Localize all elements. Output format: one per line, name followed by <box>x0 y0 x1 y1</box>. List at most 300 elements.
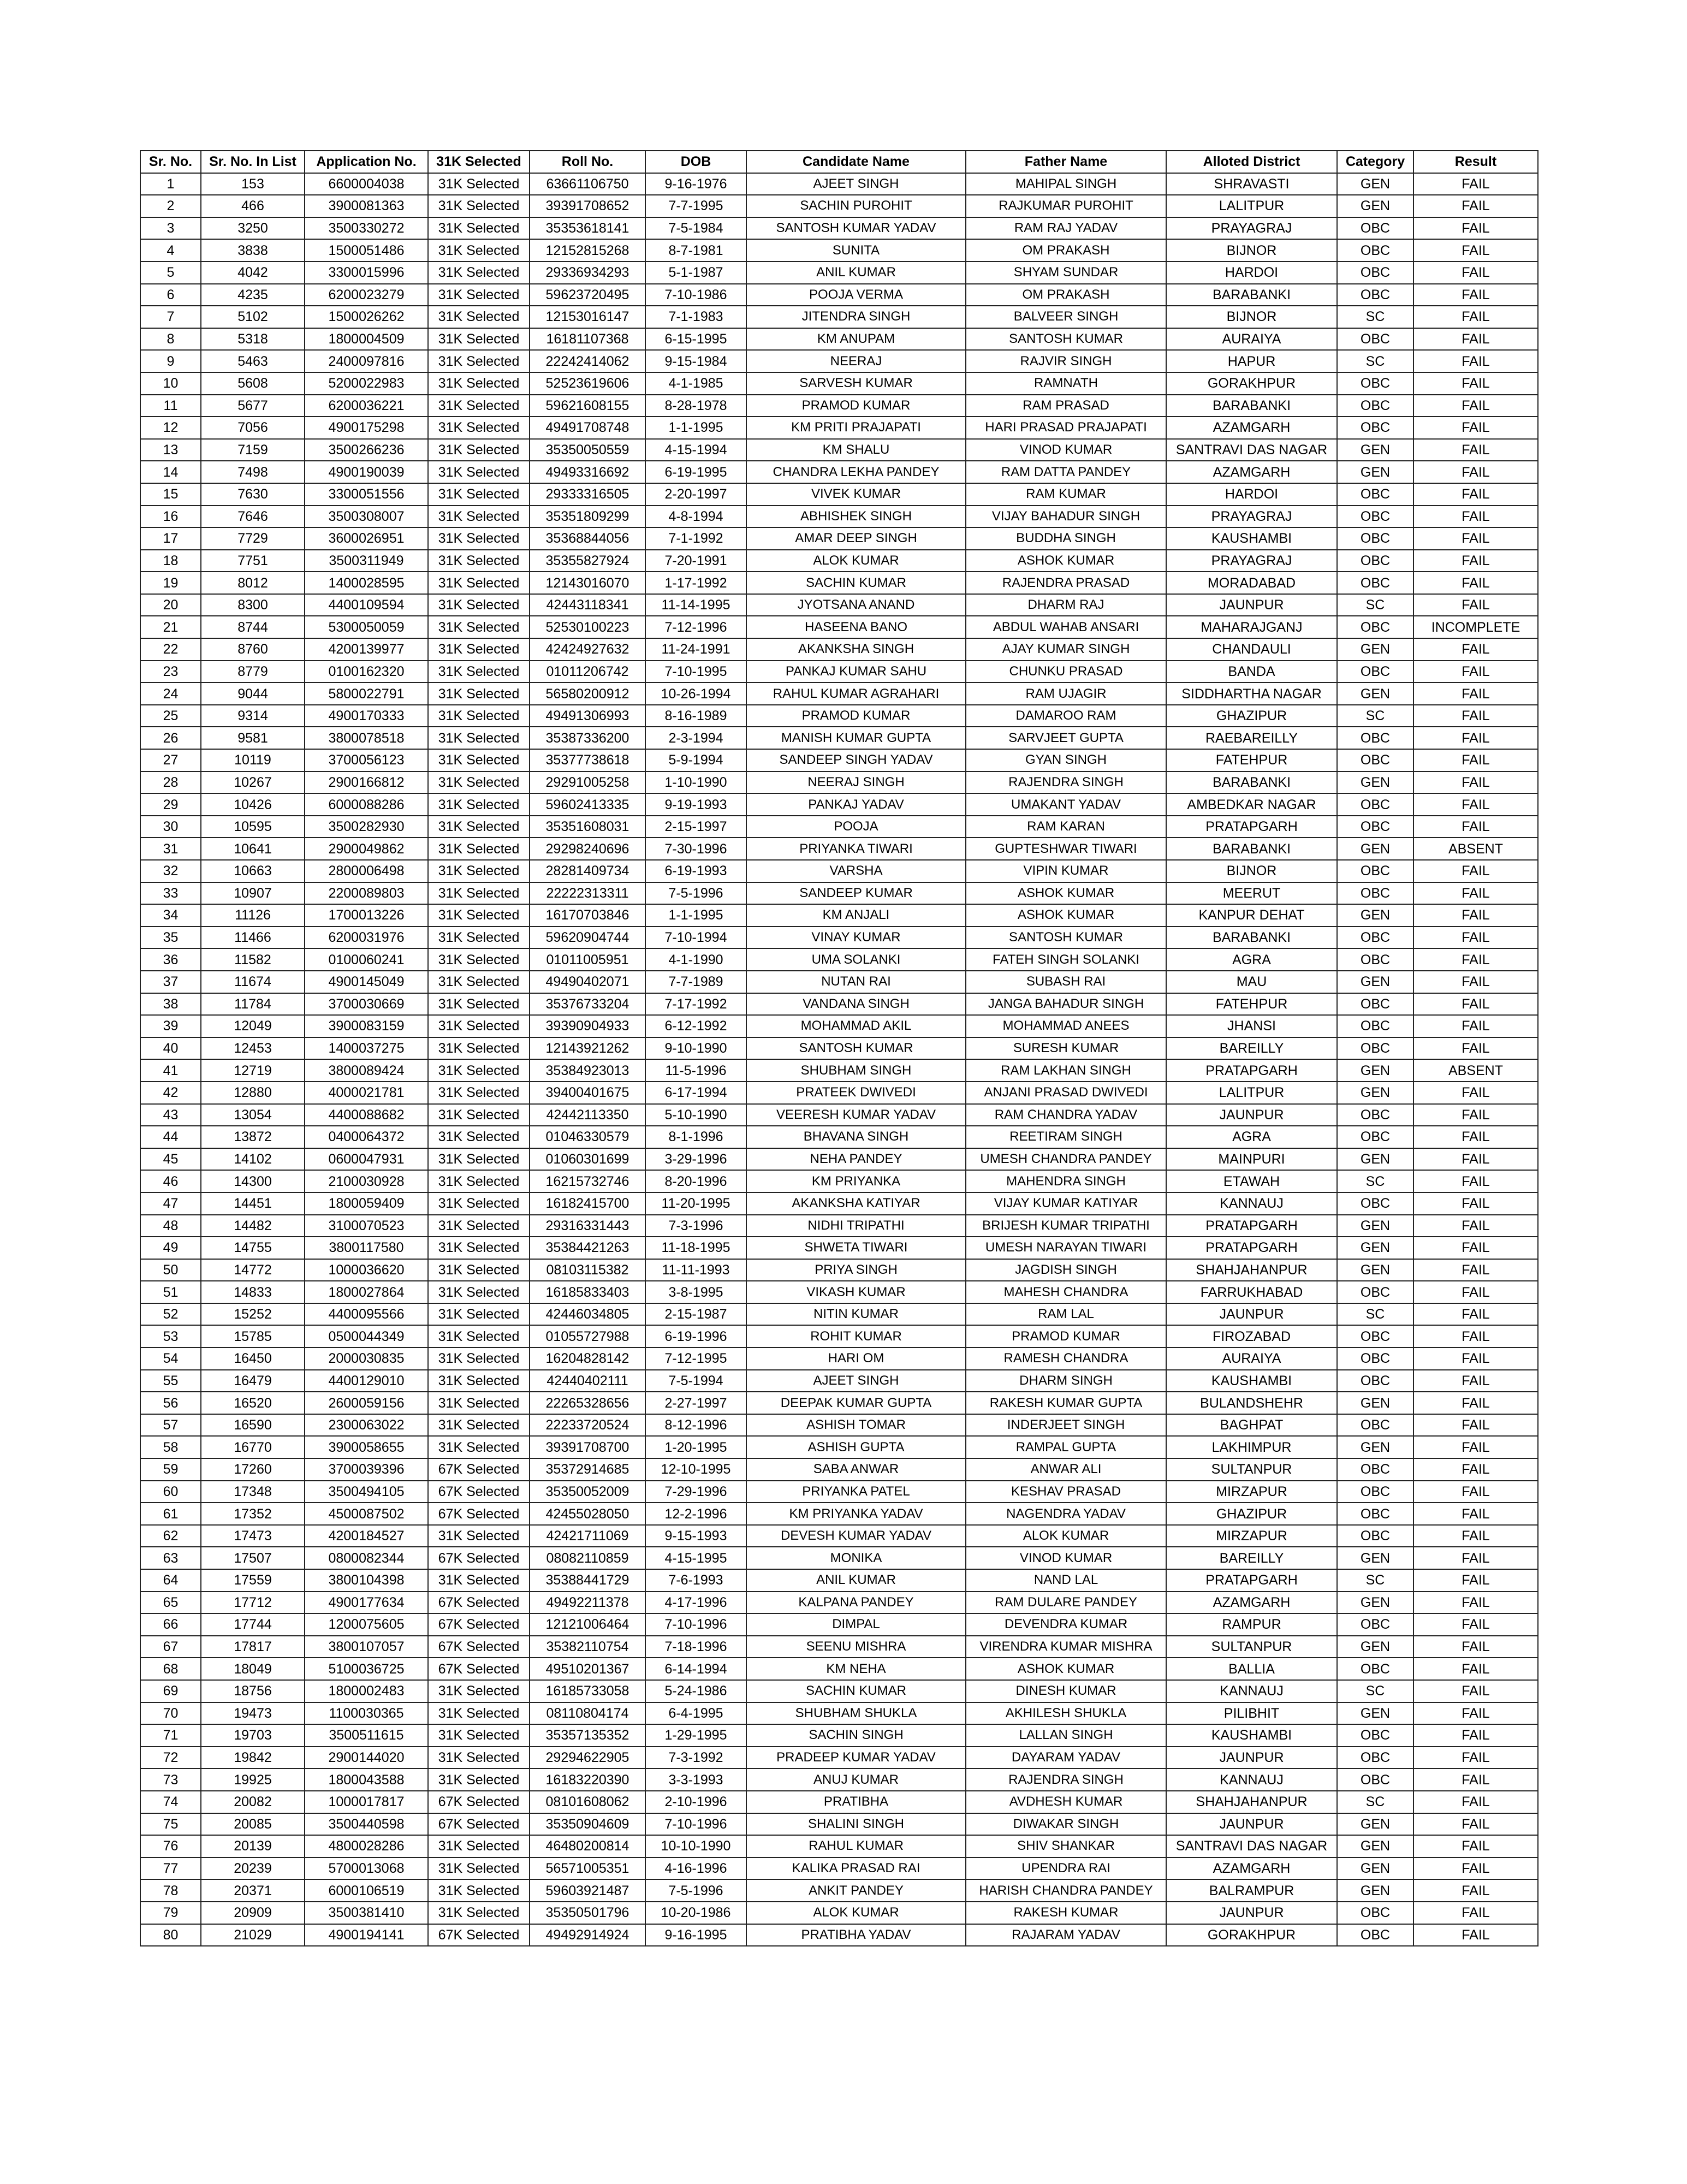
category-cell: OBC <box>1337 506 1413 528</box>
table-row <box>140 638 1538 661</box>
result-cell: FAIL <box>1413 1481 1538 1503</box>
sr-no-cell: 77 <box>140 1857 201 1880</box>
father-name-cell: BRIJESH KUMAR TRIPATHI <box>966 1215 1166 1237</box>
roll-no-cell: 16170703846 <box>530 904 645 927</box>
result-cell: FAIL <box>1413 1325 1538 1348</box>
sr-no-in-list-cell: 17744 <box>201 1613 305 1636</box>
result-cell: FAIL <box>1413 1724 1538 1747</box>
sr-no-in-list-cell: 16770 <box>201 1436 305 1458</box>
result-cell: FAIL <box>1413 638 1538 661</box>
candidate-name-cell: UMA SOLANKI <box>746 948 966 971</box>
result-cell: FAIL <box>1413 1259 1538 1281</box>
candidate-name-cell: KALIKA PRASAD RAI <box>746 1857 966 1880</box>
result-cell: FAIL <box>1413 1082 1538 1104</box>
dob-cell: 5-24-1986 <box>645 1680 746 1702</box>
candidate-name-cell: AMAR DEEP SINGH <box>746 527 966 550</box>
result-cell: FAIL <box>1413 1237 1538 1259</box>
dob-cell: 7-10-1995 <box>645 661 746 683</box>
father-name-cell: UMESH NARAYAN TIWARI <box>966 1237 1166 1259</box>
application-no-cell: 1000017817 <box>305 1791 428 1813</box>
table-row <box>140 1924 1538 1946</box>
dob-cell: 9-10-1990 <box>645 1037 746 1060</box>
roll-no-cell: 16215732746 <box>530 1170 645 1192</box>
sr-no-in-list-cell: 5102 <box>201 306 305 328</box>
roll-no-cell: 01011005951 <box>530 948 645 971</box>
alloted-district-cell: SIDDHARTHA NAGAR <box>1166 682 1337 705</box>
category-cell: SC <box>1337 306 1413 328</box>
sr-no-in-list-cell: 3250 <box>201 217 305 240</box>
father-name-cell: REETIRAM SINGH <box>966 1126 1166 1148</box>
application-no-cell: 6000106519 <box>305 1879 428 1902</box>
table-row <box>140 927 1538 949</box>
sr-no-cell: 69 <box>140 1680 201 1702</box>
category-cell: OBC <box>1337 1503 1413 1525</box>
alloted-district-cell: BIJNOR <box>1166 239 1337 262</box>
sr-no-in-list-cell: 10663 <box>201 860 305 882</box>
candidate-name-cell: SANTOSH KUMAR <box>746 1037 966 1060</box>
table-row <box>140 1281 1538 1303</box>
application-no-cell: 3900083159 <box>305 1015 428 1037</box>
alloted-district-cell: PRATAPGARH <box>1166 1569 1337 1592</box>
header-application-no: Application No. <box>305 151 428 173</box>
dob-cell: 4-15-1995 <box>645 1547 746 1569</box>
roll-no-cell: 35357135352 <box>530 1724 645 1747</box>
category-cell: OBC <box>1337 1037 1413 1060</box>
alloted-district-cell: KANPUR DEHAT <box>1166 904 1337 927</box>
roll-no-cell: 56571005351 <box>530 1857 645 1880</box>
sr-no-in-list-cell: 4235 <box>201 284 305 306</box>
alloted-district-cell: SANTRAVI DAS NAGAR <box>1166 1835 1337 1857</box>
roll-no-cell: 35387336200 <box>530 727 645 749</box>
selection-cell: 31K Selected <box>428 372 530 395</box>
sr-no-in-list-cell: 9314 <box>201 705 305 727</box>
category-cell: OBC <box>1337 483 1413 506</box>
sr-no-in-list-cell: 10267 <box>201 771 305 794</box>
roll-no-cell: 49492914924 <box>530 1924 645 1946</box>
category-cell: GEN <box>1337 1592 1413 1614</box>
candidate-name-cell: ANIL KUMAR <box>746 1569 966 1592</box>
roll-no-cell: 46480200814 <box>530 1835 645 1857</box>
roll-no-cell: 42443118341 <box>530 594 645 616</box>
dob-cell: 7-10-1986 <box>645 284 746 306</box>
category-cell: GEN <box>1337 1547 1413 1569</box>
father-name-cell: LALLAN SINGH <box>966 1724 1166 1747</box>
application-no-cell: 4800028286 <box>305 1835 428 1857</box>
dob-cell: 3-3-1993 <box>645 1768 746 1791</box>
roll-no-cell: 01055727988 <box>530 1325 645 1348</box>
application-no-cell: 3700030669 <box>305 993 428 1016</box>
selection-cell: 31K Selected <box>428 705 530 727</box>
category-cell: GEN <box>1337 1215 1413 1237</box>
result-cell: FAIL <box>1413 1924 1538 1946</box>
father-name-cell: ASHOK KUMAR <box>966 1658 1166 1680</box>
father-name-cell: RAM DULARE PANDEY <box>966 1592 1166 1614</box>
dob-cell: 11-20-1995 <box>645 1192 746 1215</box>
result-cell: INCOMPLETE <box>1413 616 1538 638</box>
dob-cell: 11-18-1995 <box>645 1237 746 1259</box>
dob-cell: 7-10-1996 <box>645 1813 746 1836</box>
selection-cell: 31K Selected <box>428 1569 530 1592</box>
alloted-district-cell: AZAMGARH <box>1166 1592 1337 1614</box>
dob-cell: 7-17-1992 <box>645 993 746 1016</box>
header-category: Category <box>1337 151 1413 173</box>
dob-cell: 1-1-1995 <box>645 904 746 927</box>
application-no-cell: 1800043588 <box>305 1768 428 1791</box>
dob-cell: 7-18-1996 <box>645 1636 746 1658</box>
alloted-district-cell: KAUSHAMBI <box>1166 527 1337 550</box>
table-row <box>140 1170 1538 1192</box>
application-no-cell: 5800022791 <box>305 682 428 705</box>
sr-no-in-list-cell: 7630 <box>201 483 305 506</box>
category-cell: OBC <box>1337 527 1413 550</box>
result-cell: FAIL <box>1413 1569 1538 1592</box>
candidate-name-cell: VINAY KUMAR <box>746 927 966 949</box>
table-row <box>140 506 1538 528</box>
alloted-district-cell: SULTANPUR <box>1166 1636 1337 1658</box>
father-name-cell: SURESH KUMAR <box>966 1037 1166 1060</box>
sr-no-in-list-cell: 7751 <box>201 550 305 572</box>
result-cell: FAIL <box>1413 1458 1538 1481</box>
alloted-district-cell: JAUNPUR <box>1166 1813 1337 1836</box>
sr-no-in-list-cell: 18049 <box>201 1658 305 1680</box>
table-row <box>140 173 1538 195</box>
table-row <box>140 749 1538 771</box>
sr-no-cell: 62 <box>140 1525 201 1547</box>
dob-cell: 11-11-1993 <box>645 1259 746 1281</box>
table-row <box>140 1791 1538 1813</box>
roll-no-cell: 12121006464 <box>530 1613 645 1636</box>
dob-cell: 10-20-1986 <box>645 1902 746 1924</box>
candidate-name-cell: KM PRITI PRAJAPATI <box>746 417 966 439</box>
candidate-name-cell: PANKAJ KUMAR SAHU <box>746 661 966 683</box>
sr-no-in-list-cell: 3838 <box>201 239 305 262</box>
selection-cell: 31K Selected <box>428 749 530 771</box>
sr-no-in-list-cell: 21029 <box>201 1924 305 1946</box>
selection-cell: 67K Selected <box>428 1813 530 1836</box>
alloted-district-cell: MAINPURI <box>1166 1148 1337 1171</box>
sr-no-cell: 34 <box>140 904 201 927</box>
alloted-district-cell: FIROZABAD <box>1166 1325 1337 1348</box>
category-cell: GEN <box>1337 771 1413 794</box>
result-cell: FAIL <box>1413 1414 1538 1437</box>
sr-no-in-list-cell: 13054 <box>201 1104 305 1126</box>
table-row <box>140 1037 1538 1060</box>
dob-cell: 11-5-1996 <box>645 1059 746 1082</box>
roll-no-cell: 39391708652 <box>530 195 645 217</box>
father-name-cell: RAM RAJ YADAV <box>966 217 1166 240</box>
category-cell: OBC <box>1337 1658 1413 1680</box>
father-name-cell: NAGENDRA YADAV <box>966 1503 1166 1525</box>
table-row <box>140 882 1538 905</box>
dob-cell: 9-16-1976 <box>645 173 746 195</box>
alloted-district-cell: JAUNPUR <box>1166 1104 1337 1126</box>
category-cell: GEN <box>1337 971 1413 993</box>
table-row <box>140 1680 1538 1702</box>
selection-cell: 31K Selected <box>428 1215 530 1237</box>
sr-no-cell: 76 <box>140 1835 201 1857</box>
candidate-name-cell: DEEPAK KUMAR GUPTA <box>746 1392 966 1414</box>
alloted-district-cell: BALLIA <box>1166 1658 1337 1680</box>
application-no-cell: 1800027864 <box>305 1281 428 1303</box>
candidate-name-cell: PRATIBHA YADAV <box>746 1924 966 1946</box>
result-cell: FAIL <box>1413 948 1538 971</box>
alloted-district-cell: CHANDAULI <box>1166 638 1337 661</box>
sr-no-in-list-cell: 9581 <box>201 727 305 749</box>
application-no-cell: 6200036221 <box>305 395 428 417</box>
category-cell: OBC <box>1337 550 1413 572</box>
roll-no-cell: 08101608062 <box>530 1791 645 1813</box>
alloted-district-cell: AGRA <box>1166 1126 1337 1148</box>
candidate-name-cell: ALOK KUMAR <box>746 1902 966 1924</box>
category-cell: OBC <box>1337 1015 1413 1037</box>
candidate-name-cell: KM PRIYANKA YADAV <box>746 1503 966 1525</box>
sr-no-cell: 44 <box>140 1126 201 1148</box>
roll-no-cell: 29333316505 <box>530 483 645 506</box>
roll-no-cell: 59623720495 <box>530 284 645 306</box>
selection-cell: 31K Selected <box>428 1059 530 1082</box>
application-no-cell: 4400095566 <box>305 1303 428 1326</box>
sr-no-in-list-cell: 20371 <box>201 1879 305 1902</box>
alloted-district-cell: RAMPUR <box>1166 1613 1337 1636</box>
alloted-district-cell: AURAIYA <box>1166 328 1337 351</box>
dob-cell: 7-5-1996 <box>645 1879 746 1902</box>
sr-no-in-list-cell: 10595 <box>201 816 305 838</box>
alloted-district-cell: KANNAUJ <box>1166 1768 1337 1791</box>
candidate-name-cell: VIVEK KUMAR <box>746 483 966 506</box>
selection-cell: 31K Selected <box>428 1082 530 1104</box>
result-cell: FAIL <box>1413 439 1538 461</box>
result-cell: FAIL <box>1413 594 1538 616</box>
alloted-district-cell: BULANDSHEHR <box>1166 1392 1337 1414</box>
sr-no-in-list-cell: 7498 <box>201 461 305 483</box>
selection-cell: 31K Selected <box>428 860 530 882</box>
sr-no-in-list-cell: 9044 <box>201 682 305 705</box>
selection-cell: 31K Selected <box>428 195 530 217</box>
table-row <box>140 993 1538 1016</box>
category-cell: GEN <box>1337 682 1413 705</box>
father-name-cell: DINESH KUMAR <box>966 1680 1166 1702</box>
sr-no-cell: 15 <box>140 483 201 506</box>
result-cell: FAIL <box>1413 1392 1538 1414</box>
sr-no-cell: 25 <box>140 705 201 727</box>
father-name-cell: SANTOSH KUMAR <box>966 328 1166 351</box>
table-row <box>140 904 1538 927</box>
application-no-cell: 3800117580 <box>305 1237 428 1259</box>
application-no-cell: 4200184527 <box>305 1525 428 1547</box>
alloted-district-cell: MAHARAJGANJ <box>1166 616 1337 638</box>
selection-cell: 31K Selected <box>428 993 530 1016</box>
dob-cell: 6-19-1993 <box>645 860 746 882</box>
sr-no-cell: 57 <box>140 1414 201 1437</box>
father-name-cell: BUDDHA SINGH <box>966 527 1166 550</box>
selection-cell: 31K Selected <box>428 838 530 860</box>
candidate-name-cell: MONIKA <box>746 1547 966 1569</box>
roll-no-cell: 35372914685 <box>530 1458 645 1481</box>
alloted-district-cell: HARDOI <box>1166 483 1337 506</box>
candidate-name-cell: VEERESH KUMAR YADAV <box>746 1104 966 1126</box>
alloted-district-cell: AURAIYA <box>1166 1348 1337 1370</box>
sr-no-cell: 31 <box>140 838 201 860</box>
dob-cell: 7-6-1993 <box>645 1569 746 1592</box>
result-cell: FAIL <box>1413 572 1538 594</box>
roll-no-cell: 52523619606 <box>530 372 645 395</box>
result-cell: FAIL <box>1413 284 1538 306</box>
sr-no-in-list-cell: 19925 <box>201 1768 305 1791</box>
table-row <box>140 1370 1538 1392</box>
selection-cell: 31K Selected <box>428 1902 530 1924</box>
result-cell: FAIL <box>1413 1547 1538 1569</box>
sr-no-cell: 16 <box>140 506 201 528</box>
table-row <box>140 1348 1538 1370</box>
application-no-cell: 3700039396 <box>305 1458 428 1481</box>
table-row <box>140 1592 1538 1614</box>
selection-cell: 67K Selected <box>428 1481 530 1503</box>
table-row <box>140 771 1538 794</box>
table-row <box>140 284 1538 306</box>
result-cell: FAIL <box>1413 1857 1538 1880</box>
roll-no-cell: 01060301699 <box>530 1148 645 1171</box>
sr-no-cell: 18 <box>140 550 201 572</box>
sr-no-in-list-cell: 8744 <box>201 616 305 638</box>
category-cell: OBC <box>1337 948 1413 971</box>
sr-no-cell: 39 <box>140 1015 201 1037</box>
table-header-row <box>140 151 1538 173</box>
table-row <box>140 1658 1538 1680</box>
alloted-district-cell: JAUNPUR <box>1166 1747 1337 1769</box>
roll-no-cell: 29294622905 <box>530 1747 645 1769</box>
sr-no-in-list-cell: 7159 <box>201 439 305 461</box>
sr-no-cell: 29 <box>140 793 201 816</box>
sr-no-cell: 10 <box>140 372 201 395</box>
table-row <box>140 1879 1538 1902</box>
sr-no-cell: 71 <box>140 1724 201 1747</box>
father-name-cell: UMESH CHANDRA PANDEY <box>966 1148 1166 1171</box>
sr-no-cell: 51 <box>140 1281 201 1303</box>
selection-cell: 31K Selected <box>428 1259 530 1281</box>
application-no-cell: 4000021781 <box>305 1082 428 1104</box>
father-name-cell: JANGA BAHADUR SINGH <box>966 993 1166 1016</box>
roll-no-cell: 35350052009 <box>530 1481 645 1503</box>
table-row <box>140 1015 1538 1037</box>
application-no-cell: 6200031976 <box>305 927 428 949</box>
dob-cell: 6-19-1995 <box>645 461 746 483</box>
result-cell: FAIL <box>1413 350 1538 372</box>
roll-no-cell: 16185833403 <box>530 1281 645 1303</box>
application-no-cell: 1700013226 <box>305 904 428 927</box>
application-no-cell: 1400037275 <box>305 1037 428 1060</box>
dob-cell: 1-20-1995 <box>645 1436 746 1458</box>
father-name-cell: RAM LAKHAN SINGH <box>966 1059 1166 1082</box>
header-candidate-name: Candidate Name <box>746 151 966 173</box>
result-cell: FAIL <box>1413 882 1538 905</box>
result-cell: FAIL <box>1413 1658 1538 1680</box>
selection-cell: 31K Selected <box>428 483 530 506</box>
roll-no-cell: 16204828142 <box>530 1348 645 1370</box>
selection-cell: 31K Selected <box>428 948 530 971</box>
candidate-name-cell: POOJA VERMA <box>746 284 966 306</box>
candidate-name-cell: SHWETA TIWARI <box>746 1237 966 1259</box>
selection-cell: 31K Selected <box>428 1104 530 1126</box>
result-cell: FAIL <box>1413 506 1538 528</box>
candidate-name-cell: PANKAJ YADAV <box>746 793 966 816</box>
sr-no-cell: 61 <box>140 1503 201 1525</box>
category-cell: SC <box>1337 705 1413 727</box>
roll-no-cell: 12152815268 <box>530 239 645 262</box>
category-cell: GEN <box>1337 838 1413 860</box>
sr-no-in-list-cell: 20139 <box>201 1835 305 1857</box>
selection-cell: 67K Selected <box>428 1613 530 1636</box>
roll-no-cell: 42421711069 <box>530 1525 645 1547</box>
candidate-name-cell: PRIYA SINGH <box>746 1259 966 1281</box>
category-cell: SC <box>1337 1569 1413 1592</box>
sr-no-cell: 38 <box>140 993 201 1016</box>
candidate-name-cell: NEERAJ <box>746 350 966 372</box>
sr-no-cell: 66 <box>140 1613 201 1636</box>
sr-no-cell: 65 <box>140 1592 201 1614</box>
candidate-name-cell: ROHIT KUMAR <box>746 1325 966 1348</box>
category-cell: GEN <box>1337 1813 1413 1836</box>
dob-cell: 7-7-1989 <box>645 971 746 993</box>
alloted-district-cell: MIRZAPUR <box>1166 1481 1337 1503</box>
category-cell: OBC <box>1337 1414 1413 1437</box>
alloted-district-cell: BIJNOR <box>1166 306 1337 328</box>
selection-cell: 31K Selected <box>428 1325 530 1348</box>
category-cell: GEN <box>1337 461 1413 483</box>
alloted-district-cell: FATEHPUR <box>1166 749 1337 771</box>
sr-no-cell: 56 <box>140 1392 201 1414</box>
table-row <box>140 1082 1538 1104</box>
result-cell: FAIL <box>1413 971 1538 993</box>
roll-no-cell: 35350904609 <box>530 1813 645 1836</box>
roll-no-cell: 49491306993 <box>530 705 645 727</box>
result-cell: FAIL <box>1413 1636 1538 1658</box>
application-no-cell: 3300051556 <box>305 483 428 506</box>
category-cell: OBC <box>1337 793 1413 816</box>
selection-cell: 31K Selected <box>428 1148 530 1171</box>
sr-no-in-list-cell: 14482 <box>201 1215 305 1237</box>
roll-no-cell: 12153016147 <box>530 306 645 328</box>
dob-cell: 7-10-1996 <box>645 1613 746 1636</box>
roll-no-cell: 49490402071 <box>530 971 645 993</box>
alloted-district-cell: LAKHIMPUR <box>1166 1436 1337 1458</box>
application-no-cell: 0600047931 <box>305 1148 428 1171</box>
sr-no-in-list-cell: 15785 <box>201 1325 305 1348</box>
roll-no-cell: 35384421263 <box>530 1237 645 1259</box>
result-cell: FAIL <box>1413 1835 1538 1857</box>
category-cell: OBC <box>1337 1924 1413 1946</box>
alloted-district-cell: GHAZIPUR <box>1166 705 1337 727</box>
sr-no-in-list-cell: 7056 <box>201 417 305 439</box>
father-name-cell: ASHOK KUMAR <box>966 882 1166 905</box>
sr-no-in-list-cell: 20085 <box>201 1813 305 1836</box>
result-cell: FAIL <box>1413 1680 1538 1702</box>
header-dob: DOB <box>645 151 746 173</box>
sr-no-cell: 14 <box>140 461 201 483</box>
selection-cell: 67K Selected <box>428 1547 530 1569</box>
application-no-cell: 3300015996 <box>305 262 428 284</box>
alloted-district-cell: KAUSHAMBI <box>1166 1724 1337 1747</box>
result-cell: FAIL <box>1413 173 1538 195</box>
dob-cell: 10-10-1990 <box>645 1835 746 1857</box>
father-name-cell: CHUNKU PRASAD <box>966 661 1166 683</box>
table-row <box>140 527 1538 550</box>
sr-no-cell: 67 <box>140 1636 201 1658</box>
selection-cell: 31K Selected <box>428 550 530 572</box>
result-cell: FAIL <box>1413 1303 1538 1326</box>
selection-cell: 67K Selected <box>428 1658 530 1680</box>
sr-no-in-list-cell: 14755 <box>201 1237 305 1259</box>
result-cell: FAIL <box>1413 1702 1538 1725</box>
